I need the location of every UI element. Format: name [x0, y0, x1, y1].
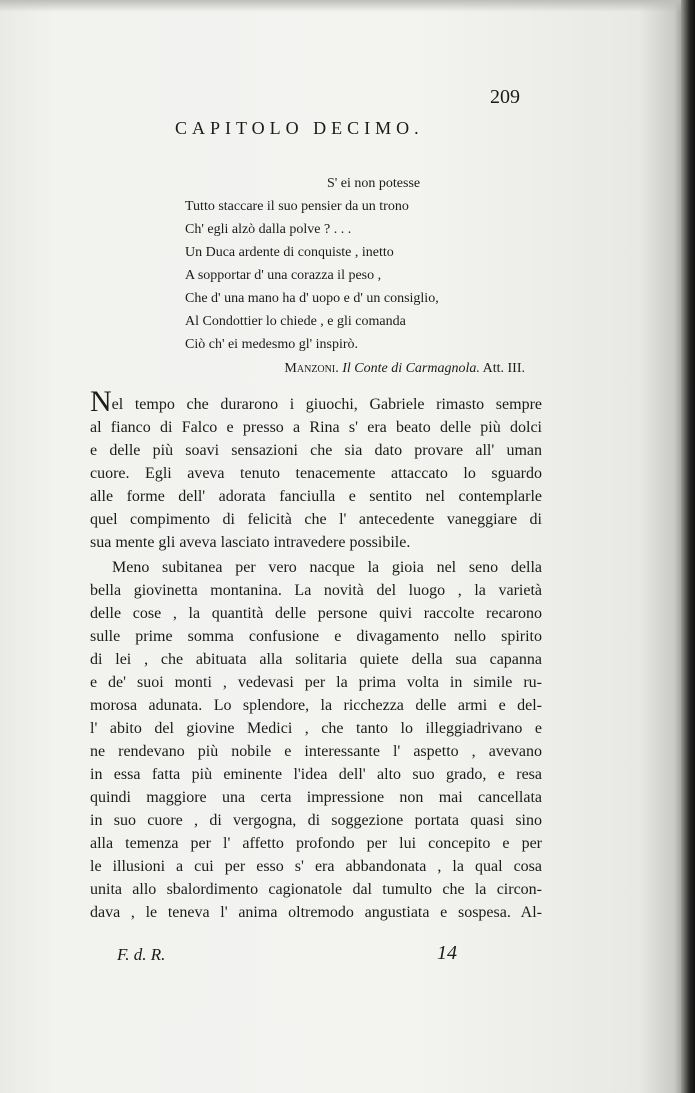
text-line: le illusioni a cui per esso s' era abbandonata , la qual cosa: [90, 858, 542, 875]
text-line: e de' suoi monti , vedevasi per la prima volta in simile ru-: [90, 674, 542, 691]
text-line: cuore. Egli aveva tenuto tenacemente attaccato lo sguardo: [90, 465, 542, 482]
text-line: l' abito del giovine Medici , che tanto lo illeggiadrivano e: [90, 720, 542, 737]
epigraph-line: Al Condottier lo chiede , e gli comanda: [185, 314, 406, 329]
epigraph-author: Manzoni.: [284, 361, 339, 376]
page-binding-shadow: [681, 0, 695, 1093]
epigraph-line: Ciò ch' ei medesmo gl' inspirò.: [185, 337, 359, 352]
text-line: e delle più soavi sensazioni che sia dato provare all' uman: [90, 442, 542, 459]
text-line: sulle prime somma confusione e divagamento nello spirito: [90, 628, 542, 645]
epigraph-attribution: [185, 357, 525, 380]
text-line: delle cose , la quantità delle persone quivi raccolte recarono: [90, 605, 542, 622]
epigraph-line: S' ei non potesse: [327, 176, 421, 191]
text-line: quel compimento di felicità che l' antecedente vaneggiare di: [90, 511, 542, 528]
epigraph-act: Att. III.: [482, 361, 525, 376]
text-line-content: el tempo che durarono i giuochi, Gabriele rimasto sempre: [111, 396, 542, 413]
drop-cap: N: [90, 385, 112, 418]
epigraph-line: A sopportar d' una corazza il peso ,: [185, 268, 382, 283]
text-line: ne rendevano più nobile e interessante l' aspetto , avevano: [90, 743, 542, 760]
text-line: bella giovinetta montanina. La novità del luogo , la varietà: [90, 582, 542, 599]
text-line: alla temenza per l' affetto profondo per lui concepito e per: [90, 835, 542, 852]
text-line: di lei , che abituata alla solitaria quiete della sua capanna: [90, 651, 542, 668]
epigraph-line: Un Duca ardente di conquiste , inetto: [185, 245, 394, 260]
paragraph-2: [90, 556, 542, 924]
text-line: Meno subitanea per vero nacque la gioia nel seno della: [112, 559, 542, 576]
chapter-title: CAPITOLO DECIMO.: [175, 118, 424, 138]
text-line: alle forme dell' adorata fanciulla e sentito nel contemplarle: [90, 488, 542, 505]
text-line: morosa adunata. Lo splendore, la ricchezza delle armi e del-: [90, 697, 542, 714]
epigraph-line: Che d' una mano ha d' uopo e d' un consiglio,: [185, 291, 439, 306]
text-line: al fianco di Falco e presso a Rina s' era beato delle più dolci: [90, 419, 542, 436]
epigraph-work: Il Conte di Carmagnola.: [342, 361, 480, 376]
page-top-shadow: [0, 0, 695, 12]
text-line: dava , le teneva l' anima oltremodo angustiata e sospesa. Al-: [90, 904, 542, 921]
sheet-number: 14: [437, 942, 457, 964]
paragraph-1: [90, 385, 542, 554]
text-line: in essa fatta più eminente l'idea dell' alto suo grado, e resa: [90, 766, 542, 783]
epigraph-line: Ch' egli alzò dalla polve ? . . .: [185, 222, 352, 237]
text-line: sua mente gli aveva lasciato intravedere possibile.: [90, 534, 411, 551]
epigraph: [185, 172, 525, 380]
page-number: 209: [490, 86, 520, 108]
chapter-body: [90, 385, 542, 924]
printer-signature: F. d. R.: [117, 945, 166, 964]
text-line: [90, 385, 542, 418]
text-line: in suo cuore , di vergogna, di soggezione portata quasi sino: [90, 812, 542, 829]
text-line: unita allo sbalordimento cagionatole dal tumulto che la circon-: [90, 881, 542, 898]
epigraph-line: Tutto staccare il suo pensier da un trono: [185, 199, 409, 214]
text-line: quindi maggiore una certa impressione non mai cancellata: [90, 789, 542, 806]
